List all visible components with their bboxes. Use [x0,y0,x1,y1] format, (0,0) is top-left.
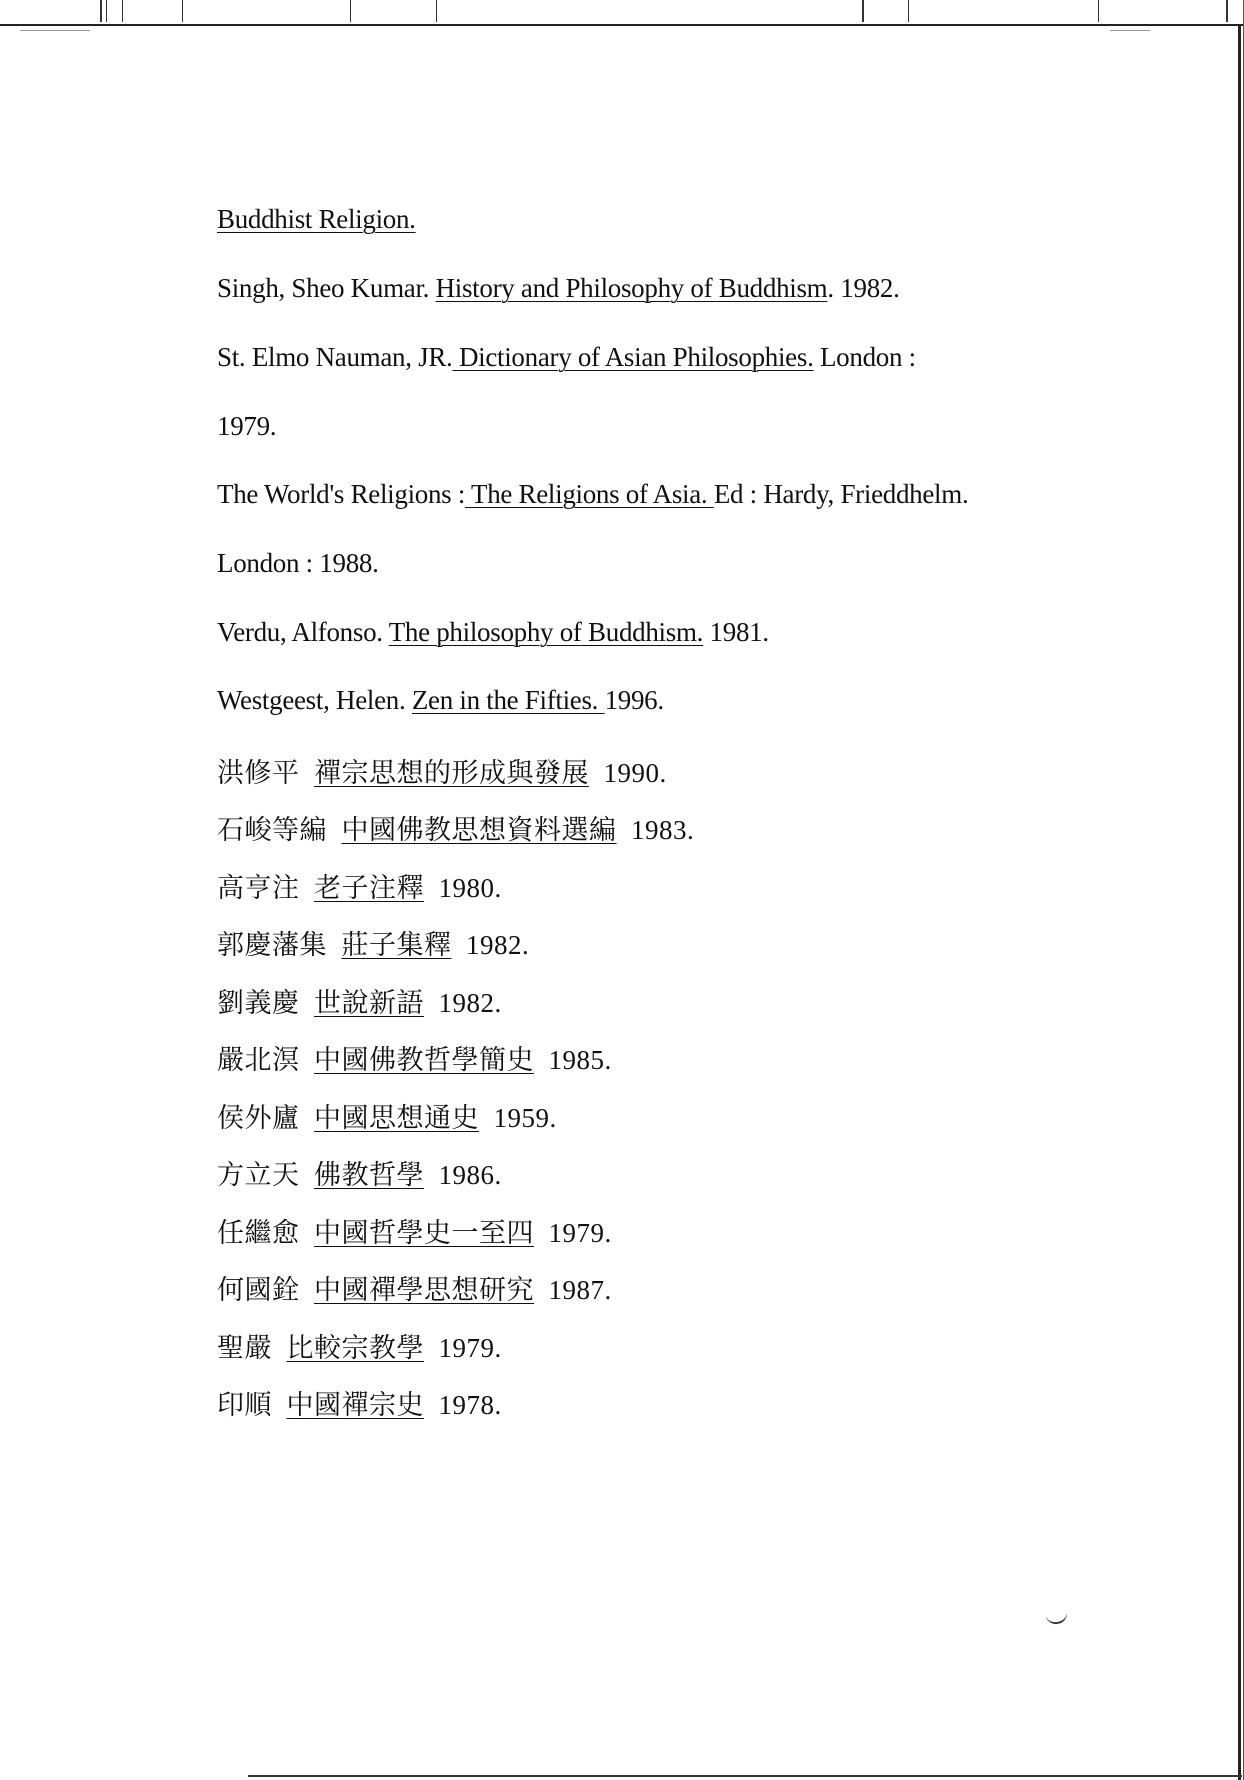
entry-title: Zen in the Fifties. [411,685,605,715]
scan-tick [1226,0,1228,22]
entry-title: 莊子集釋 [341,930,452,960]
entry-title: 中國禪宗史 [286,1390,424,1420]
entry-text: 1987. [534,1275,612,1305]
entry-text: 1980. [424,873,502,903]
entry-text: Westgeest, Helen. [217,685,412,715]
bibliography-entry [217,1217,612,1249]
entry-text: 方立天 [217,1160,314,1190]
entry-text: 1981. [703,617,769,647]
bibliography-entry [217,1102,557,1134]
entry-text: 1986. [424,1160,502,1190]
entry-text: 任繼愈 [217,1218,314,1248]
bibliography-entry [217,684,664,716]
scan-tick [908,0,909,22]
entry-text: 1959. [479,1103,557,1133]
entry-text: 1978. [424,1390,502,1420]
scan-tick [1098,0,1099,22]
bibliography-entry [217,616,769,648]
scan-bottom-rule [248,1775,1242,1777]
entry-title: 世說新語 [314,988,424,1018]
entry-text: The World's Religions : [217,479,466,509]
entry-text: Verdu, Alfonso. [217,617,389,647]
scan-tick [122,0,123,22]
scan-tick [436,0,437,22]
scan-top-rule [0,24,1244,26]
entry-title: 中國思想通史 [314,1103,479,1133]
entry-title: 中國哲學史一至四 [314,1218,534,1248]
bibliography-entry [217,410,276,442]
entry-text: 何國銓 [217,1275,314,1305]
scan-tick [106,0,107,22]
scan-dash [1110,30,1150,31]
entry-title: Buddhist Religion. [217,204,416,234]
bibliography-entry [217,757,667,789]
bibliography-entry [217,814,694,846]
entry-title: 禪宗思想的形成與發展 [314,758,589,788]
entry-title: 中國佛教哲學簡史 [314,1045,534,1075]
entry-text: 1985. [534,1045,612,1075]
scan-tick [100,0,102,22]
bibliography-entry [217,547,379,579]
entry-title: 佛教哲學 [314,1160,424,1190]
entry-text: 聖嚴 [217,1333,287,1363]
scan-dash [20,30,90,31]
entry-text: London : [813,342,916,372]
bibliography-entry [217,1274,612,1306]
bibliography-entry [217,272,900,304]
entry-text: 印順 [217,1390,287,1420]
bibliography-entry [217,872,502,904]
scan-tick [862,0,864,22]
entry-text: 1979. [217,411,277,441]
entry-text: 1982. [424,988,502,1018]
bibliography-entry [217,1389,502,1421]
entry-text: Singh, Sheo Kumar. [217,273,436,303]
bibliography-entry [217,203,416,235]
scan-right-rule [1238,24,1241,1780]
bibliography-entry [217,987,502,1019]
entry-text: . 1982. [827,273,900,303]
entry-text: 1982. [451,930,530,960]
bibliography-entry [217,341,916,373]
bibliography-entry [217,1159,502,1191]
bibliography-entry [217,478,968,510]
entry-text: 1979. [424,1333,502,1363]
entry-text: 郭慶藩集 [217,930,342,960]
entry-text: St. Elmo Nauman, JR. [217,342,453,372]
entry-text: 1990. [589,758,667,788]
entry-title: History and Philosophy of Buddhism [435,273,828,303]
entry-text: 洪修平 [217,758,314,788]
entry-title: 中國禪學思想研究 [314,1275,534,1305]
entry-text: 石峻等編 [217,815,342,845]
entry-text: 高亨注 [217,873,314,903]
entry-text: 1996. [604,685,664,715]
entry-text: 1979. [534,1218,612,1248]
entry-title: 老子注釋 [314,873,424,903]
bibliography-entry [217,1332,502,1364]
entry-title: Dictionary of Asian Philosophies. [452,342,814,372]
entry-text: London : 1988. [217,548,379,578]
entry-text: 侯外廬 [217,1103,314,1133]
bibliography-entry [217,929,529,961]
scan-tick [350,0,351,22]
entry-title: The philosophy of Buddhism. [388,617,704,647]
entry-title: The Religions of Asia. [465,479,714,509]
entry-title: 比較宗教學 [286,1333,424,1363]
scan-tick [182,0,183,22]
entry-text: 嚴北溟 [217,1045,314,1075]
entry-text: 1983. [616,815,695,845]
scan-mark [1045,1610,1069,1626]
entry-title: 中國佛教思想資料選編 [341,815,617,845]
entry-text: 劉義慶 [217,988,314,1018]
entry-text: Ed : Hardy, Frieddhelm. [713,479,969,509]
bibliography-entry [217,1044,612,1076]
